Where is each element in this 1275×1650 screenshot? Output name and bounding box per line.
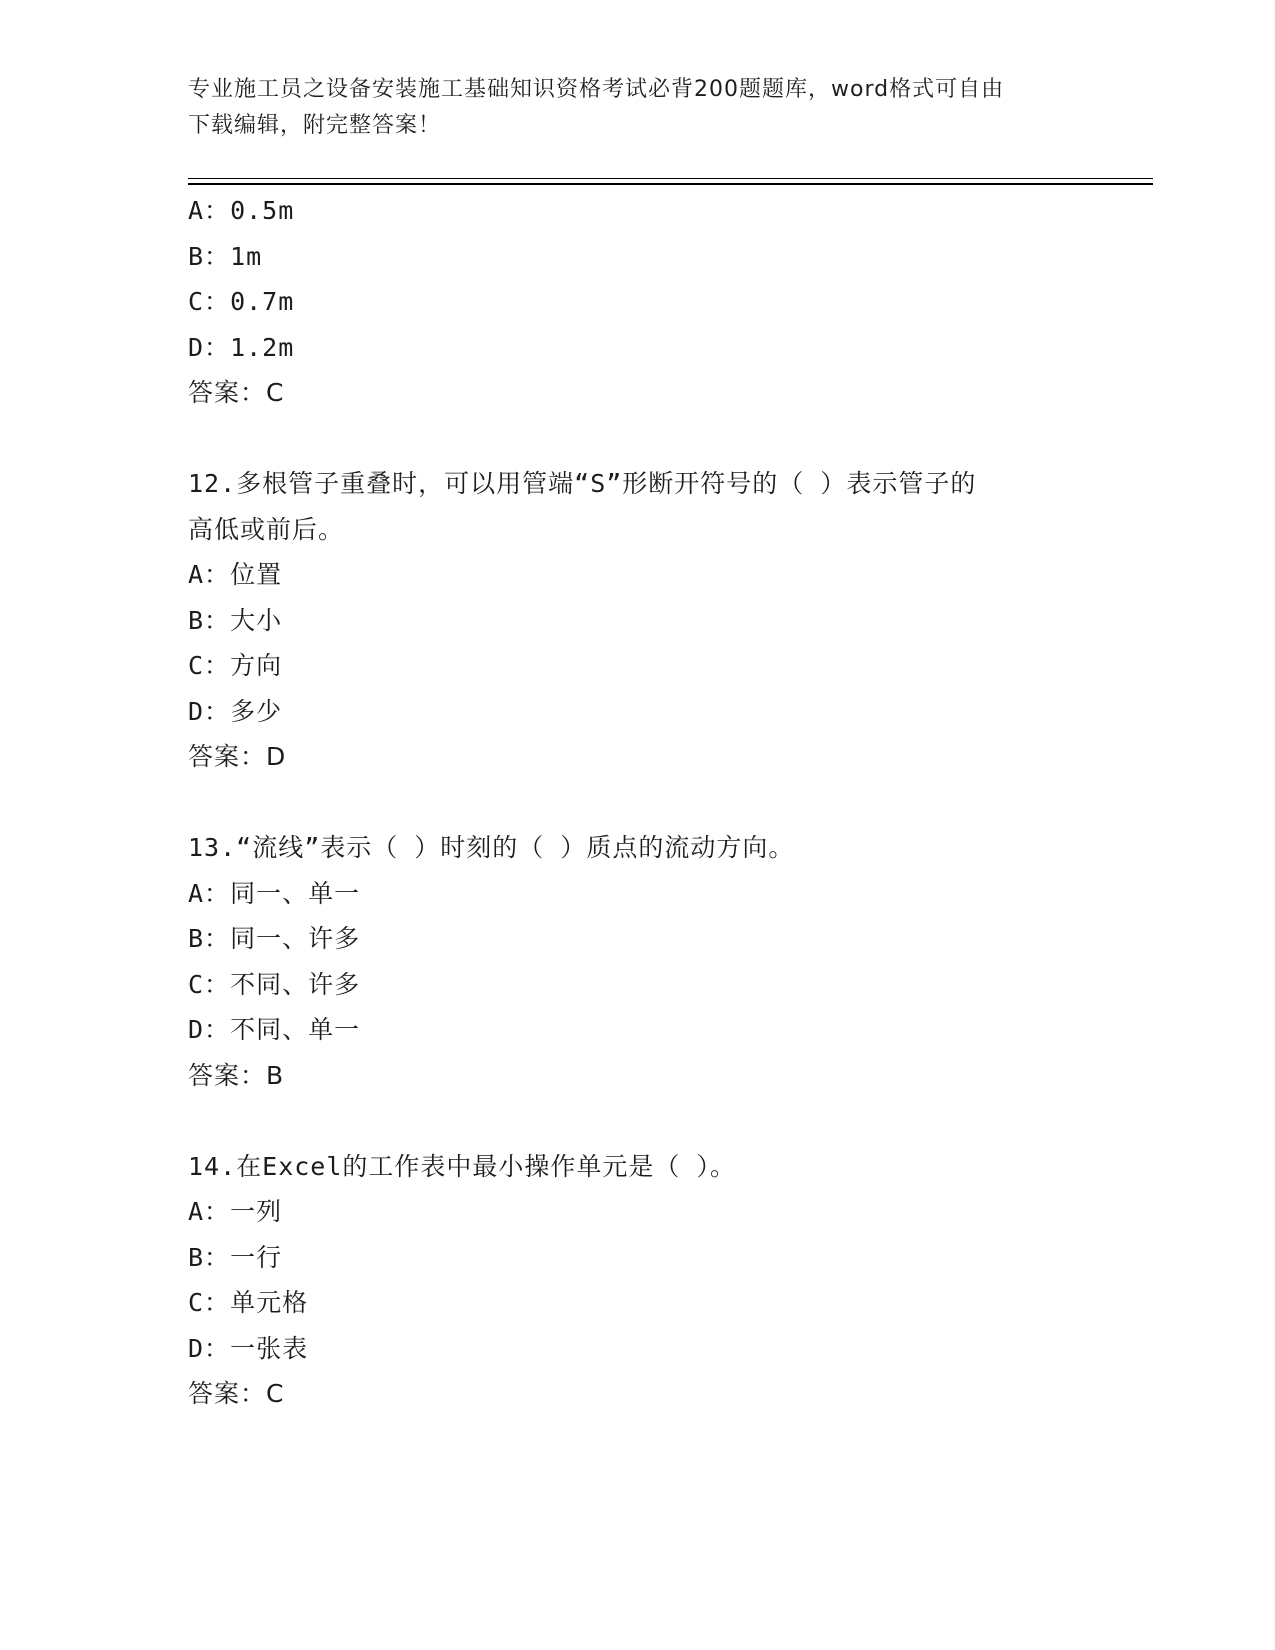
option-text: 单元格 xyxy=(230,1288,309,1317)
option-text: 多少 xyxy=(230,696,283,726)
option-label: D： xyxy=(188,1015,231,1044)
option-c xyxy=(188,962,1088,1008)
option-label: C： xyxy=(188,969,231,999)
option-text: 一张表 xyxy=(230,1333,309,1363)
option-label: B： xyxy=(188,605,231,635)
option-text: 大小 xyxy=(230,605,283,635)
option-text: 0.5m xyxy=(230,196,295,225)
option-label: B： xyxy=(188,924,231,953)
option-text: 不同、许多 xyxy=(230,969,361,999)
option-text: 方向 xyxy=(230,651,283,680)
option-label: C： xyxy=(188,651,231,680)
option-text: 0.7m xyxy=(230,287,295,316)
option-d xyxy=(188,1007,1088,1053)
header-divider-thin xyxy=(188,178,1153,179)
spacer xyxy=(188,780,1088,826)
question-13 xyxy=(188,825,1088,1098)
option-d xyxy=(188,325,1088,371)
option-text: 同一、单一 xyxy=(230,878,361,908)
answer-line: 答案：B xyxy=(188,1060,285,1090)
option-c xyxy=(188,279,1088,325)
option-text: 一行 xyxy=(230,1242,283,1272)
spacer xyxy=(188,416,1088,462)
option-text: 同一、许多 xyxy=(230,924,361,953)
option-text: 位置 xyxy=(230,560,283,589)
question-stem-continued: 高低或前后。 xyxy=(188,514,345,544)
question-stem: 14.在Excel的工作表中最小操作单元是（ ）。 xyxy=(188,1151,736,1181)
option-text: 不同、单一 xyxy=(230,1015,361,1044)
question-12 xyxy=(188,461,1088,780)
question-stem: 13.“流线”表示（ ）时刻的（ ）质点的流动方向。 xyxy=(188,833,795,862)
document-header xyxy=(188,72,1088,144)
option-label: B： xyxy=(188,241,231,271)
option-label: A： xyxy=(188,196,231,225)
spacer xyxy=(188,1098,1088,1144)
option-label: D： xyxy=(188,1333,231,1363)
option-a xyxy=(188,188,1088,234)
option-d xyxy=(188,689,1088,735)
option-b xyxy=(188,234,1088,280)
option-label: A： xyxy=(188,878,231,908)
option-label: C： xyxy=(188,1288,231,1317)
option-d xyxy=(188,1326,1088,1372)
option-text: 一列 xyxy=(230,1197,283,1226)
option-c xyxy=(188,1280,1088,1326)
option-text: 1.2m xyxy=(230,332,295,362)
option-label: C： xyxy=(188,287,231,316)
answer-line: 答案：C xyxy=(188,1379,285,1408)
option-a xyxy=(188,1189,1088,1235)
header-line-1: 专业施工员之设备安装施工基础知识资格考试必背200题题库，word格式可自由 xyxy=(188,77,1005,102)
answer-line: 答案：C xyxy=(188,378,285,407)
option-b xyxy=(188,1235,1088,1281)
header-line-2: 下载编辑，附完整答案！ xyxy=(188,113,442,138)
option-label: D： xyxy=(188,332,231,362)
option-b xyxy=(188,916,1088,962)
option-a xyxy=(188,552,1088,598)
header-divider-thick xyxy=(188,183,1153,185)
option-c xyxy=(188,643,1088,689)
option-a xyxy=(188,871,1088,917)
option-label: B： xyxy=(188,1242,231,1272)
option-label: D： xyxy=(188,696,231,726)
option-label: A： xyxy=(188,1197,231,1226)
option-label: A： xyxy=(188,560,231,589)
question-14 xyxy=(188,1144,1088,1417)
option-b xyxy=(188,598,1088,644)
option-text: 1m xyxy=(230,241,263,271)
question-11 xyxy=(188,188,1088,416)
question-list xyxy=(188,188,1088,1417)
question-stem: 12.多根管子重叠时，可以用管端“S”形断开符号的（ ）表示管子的 xyxy=(188,469,977,498)
answer-line: 答案：D xyxy=(188,742,287,771)
